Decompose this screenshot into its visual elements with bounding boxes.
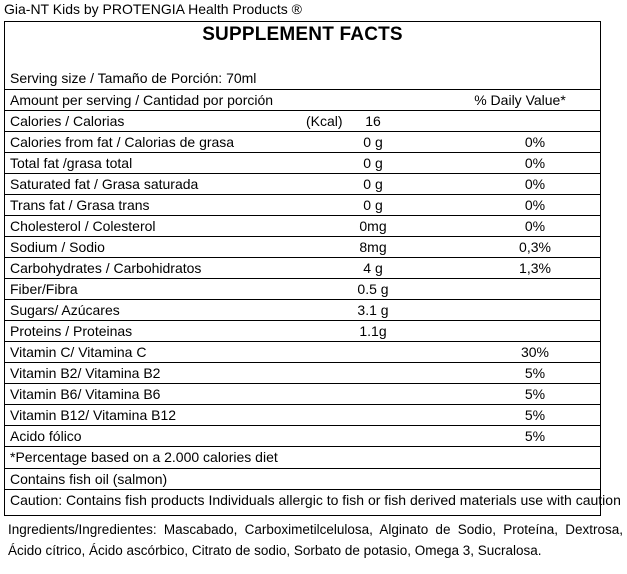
brand-line: Gia-NT Kids by PROTENGIA Health Products ® <box>4 1 302 17</box>
serving-size <box>5 49 600 89</box>
nutrient-amount: 0 g <box>363 134 383 150</box>
nutrient-row <box>5 383 600 404</box>
nutrient-row <box>5 194 600 215</box>
nutrient-row <box>5 404 600 425</box>
nutrient-row <box>5 425 600 446</box>
nutrient-amount: 16 <box>365 113 381 129</box>
nutrient-unit: (Kcal) <box>306 113 343 129</box>
nutrient-label: Saturated fat / Grasa saturada <box>10 176 199 192</box>
nutrient-row <box>5 299 600 320</box>
nutrient-row <box>5 341 600 362</box>
nutrient-daily-value: 0% <box>524 134 546 150</box>
nutrient-daily-value: 0,3% <box>519 239 551 255</box>
nutrient-row <box>5 236 600 257</box>
nutrient-amount: 0.5 g <box>357 281 389 297</box>
nutrient-label: Fiber/Fibra <box>10 281 78 297</box>
nutrient-daily-value: 30% <box>520 344 550 360</box>
nutrient-daily-value: 1,3% <box>519 260 551 276</box>
nutrient-row <box>5 257 600 278</box>
nutrient-row <box>5 362 600 383</box>
nutrient-label: Vitamin B12/ Vitamina B12 <box>10 407 177 423</box>
nutrient-row <box>5 131 600 152</box>
header-row <box>5 89 600 110</box>
nutrient-label: Cholesterol / Colesterol <box>10 218 156 234</box>
nutrient-amount: 1.1g <box>359 323 387 339</box>
nutrient-label: Proteins / Proteinas <box>10 323 133 339</box>
ingredients-text: Ingredients/Ingredientes: Mascabado, Carboximetilcelulosa, Alginato de Sodio, Proteína, Dextrosa, Ácido cítrico, Ácido ascórbico, Citrato de sodio, Sorbato de potasio, Omega 3, Sucralosa. <box>8 522 623 558</box>
nutrient-amount: 0 g <box>363 197 383 213</box>
nutrient-label: Vitamin B2/ Vitamina B2 <box>10 365 161 381</box>
nutrient-amount: 3.1 g <box>357 302 389 318</box>
supplement-facts-panel <box>4 21 621 516</box>
nutrient-amount: 0 g <box>363 176 383 192</box>
nutrient-label: Carbohydrates / Carbohidratos <box>10 260 202 276</box>
nutrient-row <box>5 173 600 194</box>
nutrient-amount: 8mg <box>359 239 387 255</box>
nutrient-daily-value: 0% <box>524 155 546 171</box>
nutrient-label: Calories / Calorias <box>10 113 125 129</box>
caution-text: Caution: Contains fish products Individuals allergic to fish or fish derived materials use with caution <box>10 492 621 508</box>
nutrient-daily-value: 5% <box>524 365 546 381</box>
nutrient-label: Total fat /grasa total <box>10 155 133 171</box>
header-daily-value: % Daily Value* <box>474 92 566 108</box>
nutrient-amount: 0 g <box>363 155 383 171</box>
nutrient-daily-value: 0% <box>524 218 546 234</box>
nutrient-label: Vitamin B6/ Vitamina B6 <box>10 386 161 402</box>
nutrient-daily-value: 5% <box>524 386 546 402</box>
nutrient-row <box>5 152 600 173</box>
footnote-text: *Percentage based on a 2.000 calories diet <box>10 449 278 465</box>
header-amount: Amount per serving / Cantidad por porción <box>10 92 274 108</box>
nutrient-amount: 0mg <box>359 218 387 234</box>
caution-row <box>5 489 621 512</box>
nutrient-amount: 4 g <box>363 260 383 276</box>
nutrient-daily-value: 0% <box>524 197 546 213</box>
nutrient-label: Calories from fat / Calorias de grasa <box>10 134 235 150</box>
nutrient-daily-value: 5% <box>524 428 546 444</box>
nutrient-daily-value: 5% <box>524 407 546 423</box>
panel-title: SUPPLEMENT FACTS <box>202 24 403 45</box>
nutrient-daily-value: 0% <box>524 176 546 192</box>
nutrient-label: Acido fólico <box>10 428 82 444</box>
nutrient-row <box>5 215 600 236</box>
nutrient-label: Sodium / Sodio <box>10 239 105 255</box>
nutrient-row <box>5 278 600 299</box>
nutrient-row <box>5 320 600 341</box>
nutrient-row <box>5 110 600 131</box>
nutrient-label: Vitamin C/ Vitamina C <box>10 344 147 360</box>
serving-size-text: Serving size / Tamaño de Porción: 70ml <box>10 70 257 86</box>
nutrient-label: Sugars/ Azúcares <box>10 302 120 318</box>
contains-row <box>5 468 600 489</box>
contains-text: Contains fish oil (salmon) <box>10 471 168 487</box>
nutrient-label: Trans fat / Grasa trans <box>10 197 150 213</box>
nutrient-rows <box>5 110 600 446</box>
footnote-row <box>5 446 600 468</box>
